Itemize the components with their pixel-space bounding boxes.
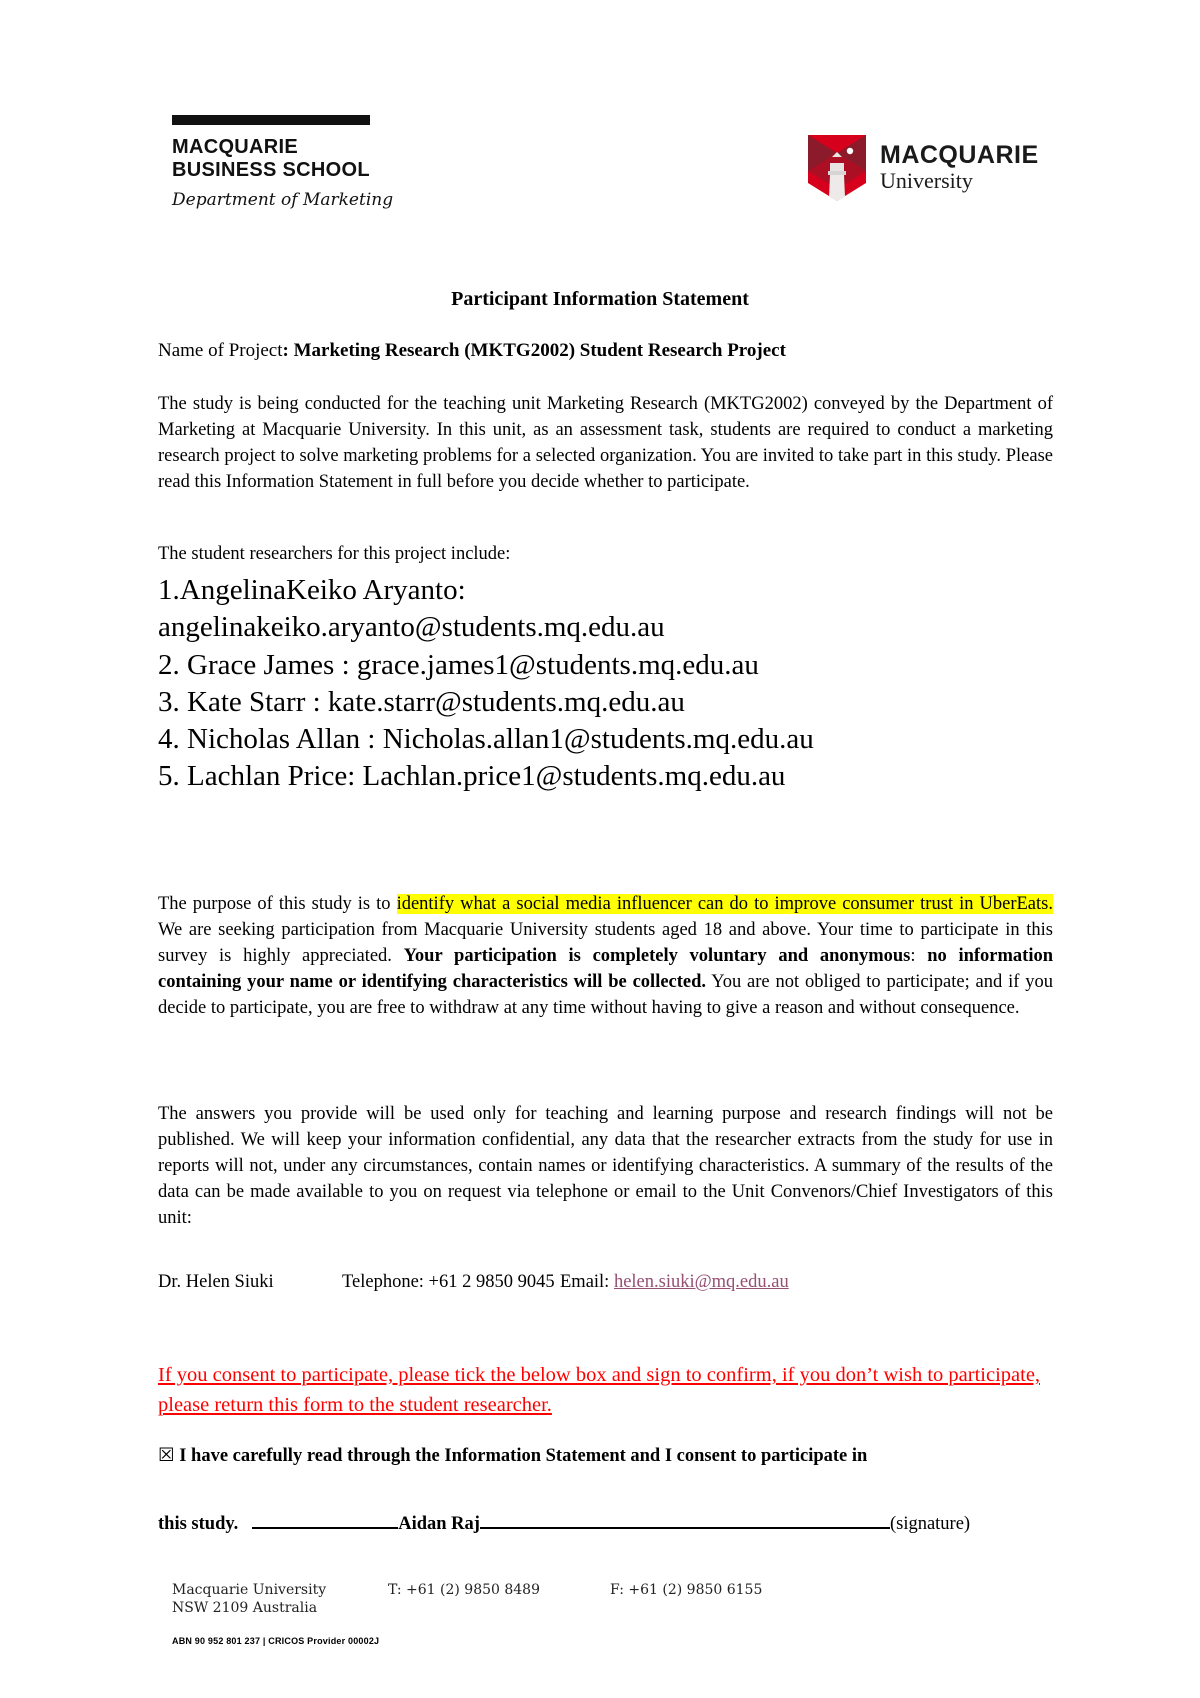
footer-fax: F: +61 (2) 9850 6155 — [610, 1582, 763, 1598]
contact-email-line — [560, 1272, 789, 1293]
signature-lead: this study. — [158, 1514, 239, 1534]
contact-name: Dr. Helen Siuki — [158, 1272, 274, 1292]
signature-suffix: (signature) — [889, 1514, 971, 1534]
researchers-list — [158, 572, 814, 796]
contact-telephone: Telephone: +61 2 9850 9045 — [342, 1272, 555, 1292]
purpose-tail: You are not obliged to participate; and if you decide to participate, you are free to withdraw at any time without having to give a reason and without consequence. — [158, 972, 1053, 1018]
purpose-paragraph — [158, 891, 1053, 1021]
school-name-line-2: BUSINESS SCHOOL — [172, 159, 370, 181]
school-logo-name — [172, 136, 370, 182]
lighthouse-shield-icon — [808, 135, 866, 201]
page-title: Participant Information Statement — [451, 288, 749, 310]
signature-blank-right[interactable] — [480, 1509, 890, 1529]
researcher-item: 4. Nicholas Allan : Nicholas.allan1@students.mq.edu.au — [158, 723, 814, 756]
researcher-item: 2. Grace James : grace.james1@students.mq.edu.au — [158, 648, 759, 681]
footer-abn-cricos: ABN 90 952 801 237 | CRICOS Provider 00002J — [172, 1636, 380, 1646]
contact-email-label: Email: — [560, 1272, 614, 1292]
consent-statement — [158, 1445, 867, 1467]
researcher-item: 1.AngelinaKeiko Aryanto: — [158, 574, 466, 606]
footer-telephone: T: +61 (2) 9850 8489 — [388, 1582, 540, 1598]
consent-instructions: If you consent to participate, please tick the below box and sign to confirm, if you don’t wish to participate, please return this form to the student researcher. — [158, 1364, 1041, 1416]
purpose-highlight: identify what a social media influencer can do to improve consumer trust in UberEats. — [396, 894, 1053, 914]
consent-label: I have carefully read through the Information Statement and I consent to participate in — [174, 1446, 868, 1466]
signature-name[interactable]: Aidan Raj — [398, 1514, 480, 1534]
researchers-intro: The student researchers for this project include: — [158, 544, 511, 564]
purpose-lead: The purpose of this study is to — [158, 894, 397, 914]
university-logo — [808, 135, 1048, 205]
researcher-item: angelinakeiko.aryanto@students.mq.edu.au — [158, 611, 665, 644]
footer-address-line-2: NSW 2109 Australia — [172, 1600, 318, 1616]
confidentiality-paragraph: The answers you provide will be used only for teaching and learning purpose and research findings will not be published. We will keep your information confidential, any data that the researcher extracts from the study for use in reports will not, under any circumstances, contain names or identifying characteristics. A summary of the results of the data can be made available to you on request via telephone or email to the Unit Convenors/Chief Investigators of this unit: — [158, 1104, 1053, 1228]
consent-checkbox[interactable]: ☒ — [158, 1446, 175, 1466]
researcher-item: 3. Kate Starr : kate.starr@students.mq.edu.au — [158, 685, 685, 718]
signature-line — [158, 1509, 970, 1535]
purpose-anonymity-bold: no information containing your name or identifying characteristics will be collected. — [158, 946, 1053, 992]
purpose-separator: : — [910, 946, 928, 966]
project-name-line — [158, 340, 786, 362]
project-label: Name of Project — [158, 340, 283, 361]
signature-blank-left[interactable] — [252, 1509, 398, 1529]
researcher-item: 5. Lachlan Price: Lachlan.price1@students.mq.edu.au — [158, 760, 786, 793]
university-logo-line-2: University — [880, 168, 973, 193]
intro-paragraph: The study is being conducted for the teaching unit Marketing Research (MKTG2002) conveyed by the Department of Marketing at Macquarie University. In this unit, as an assessment task, students are required to conduct a marketing research project to solve marketing problems for a selected organization. You are invited to take part in this study. Please read this Information Statement in full before you decide whether to participate. — [158, 394, 1053, 492]
footer-address-line-1: Macquarie University — [172, 1582, 327, 1598]
school-name-line-1: MACQUARIE — [172, 136, 299, 158]
school-logo-bar — [172, 115, 370, 125]
contact-email-link[interactable]: helen.siuki@mq.edu.au — [613, 1272, 789, 1292]
university-logo-line-1: MACQUARIE — [880, 141, 1039, 169]
department-name: Department of Marketing — [172, 190, 394, 210]
purpose-middle: We are seeking participation from Macquarie University students aged 18 and above. Your time to participate in this survey is highly appreciated. — [158, 920, 1053, 966]
purpose-voluntary-bold: Your participation is completely voluntary and anonymous — [403, 946, 911, 966]
project-name: : Marketing Research (MKTG2002) Student Research Project — [282, 340, 786, 361]
